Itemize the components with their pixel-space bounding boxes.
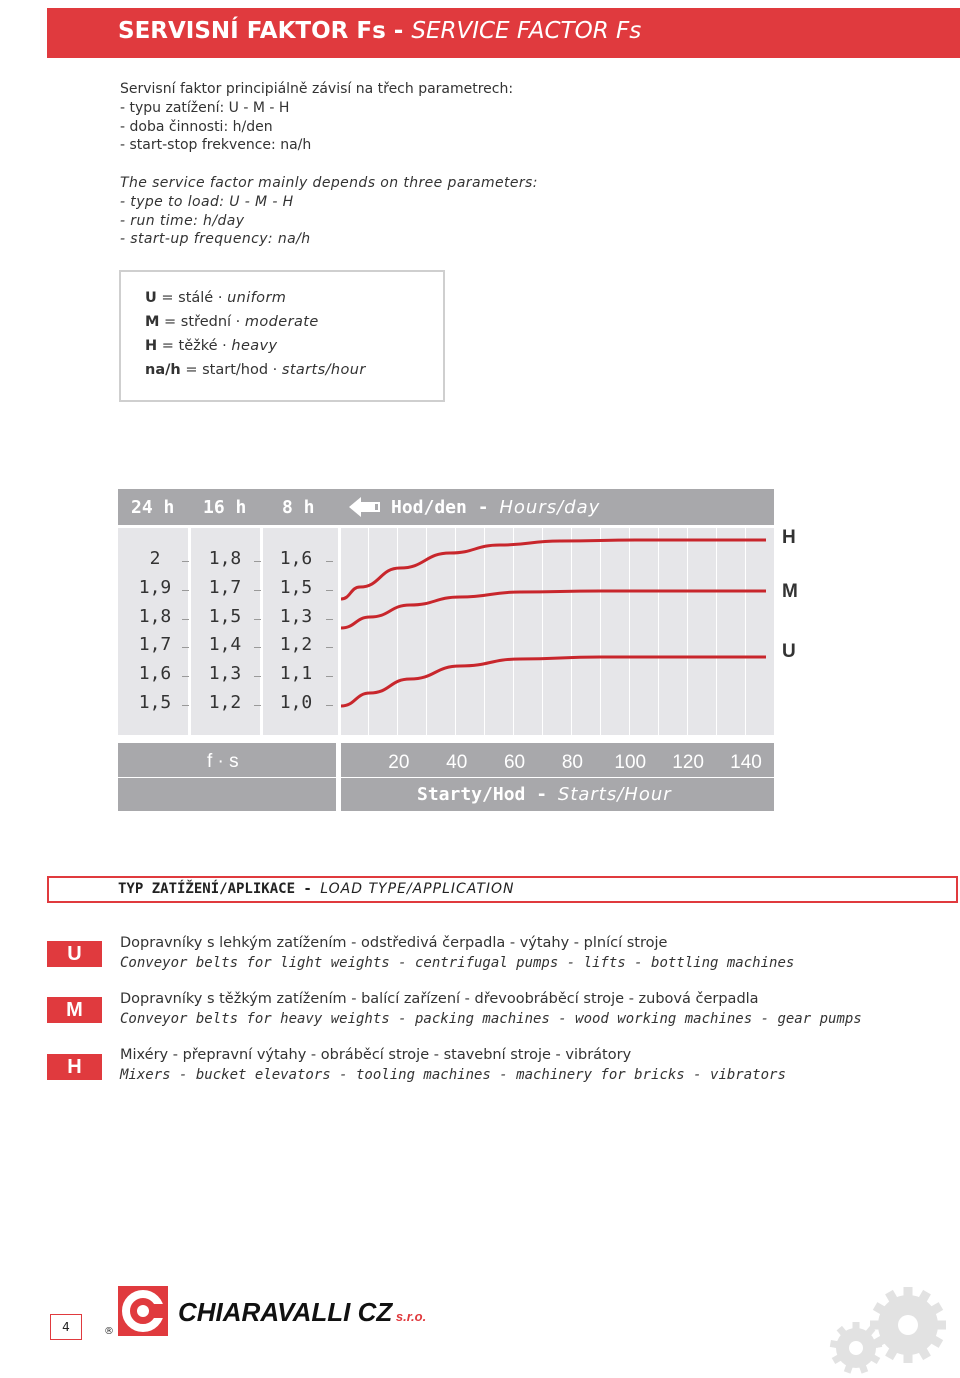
legend-row: M = střední · moderate — [145, 314, 319, 330]
factor-value: 2 — [149, 548, 161, 569]
x-tick-label: 80 — [561, 752, 583, 773]
legend-row: H = těžké · heavy — [145, 338, 278, 354]
factor-value: 1,7 — [138, 634, 172, 655]
x-tick-label: 100 — [614, 752, 647, 773]
bottom-left-bar — [118, 778, 336, 811]
curve-label-h: H — [782, 527, 796, 548]
x-tick-label: 120 — [672, 752, 704, 773]
legend-row: U = stálé · uniform — [145, 290, 287, 306]
factor-value: 1,0 — [279, 692, 313, 713]
factor-value: 1,2 — [279, 634, 313, 655]
application-m-cz: Dopravníky s těžkým zatížením - balící zařízení - dřevoobráběcí stroje - zubová čerpadla — [120, 991, 759, 1007]
x-axis-title: Starty/Hod - Starts/Hour — [417, 784, 672, 805]
factor-value: 1,6 — [138, 663, 172, 684]
badge-m: M — [47, 997, 102, 1023]
factor-value: 1,4 — [208, 634, 242, 655]
registered-mark: ® — [104, 1326, 114, 1337]
factor-value: 1,5 — [279, 577, 313, 598]
factor-value: 1,8 — [138, 606, 172, 627]
fs-label: f · s — [207, 751, 239, 772]
intro-english: The service factor mainly depends on three parameters: - type to load: U - M - H - run time: h/day - start-up frequency: na/h — [120, 175, 538, 248]
badge-h: H — [47, 1054, 102, 1080]
brand-logo-icon — [118, 1286, 168, 1336]
x-tick-label: 40 — [446, 752, 468, 773]
factor-value: 1,3 — [208, 663, 242, 684]
factor-value: 1,8 — [208, 548, 242, 569]
curve-label-m: M — [782, 581, 798, 602]
factor-value: 1,7 — [208, 577, 242, 598]
hours-axis-title: Hod/den - Hours/day — [391, 497, 601, 518]
hours-col-16: 16 h — [203, 497, 247, 518]
factor-value: 1,9 — [138, 577, 172, 598]
curve-label-u: U — [782, 641, 796, 662]
brand-name: CHIARAVALLI CZ s.r.o. — [178, 1297, 427, 1327]
page-title: SERVISNÍ FAKTOR Fs - SERVICE FACTOR Fs — [118, 18, 642, 44]
load-type-title: TYP ZATÍŽENÍ/APLIKACE - LOAD TYPE/APPLICATION — [118, 881, 515, 897]
application-u-en: Conveyor belts for light weights - centrifugal pumps - lifts - bottling machines — [120, 955, 795, 971]
badge-u: U — [47, 941, 102, 967]
hours-col-8: 8 h — [282, 497, 315, 518]
x-tick-label: 20 — [388, 752, 410, 773]
curve-m — [341, 591, 766, 628]
legend-row: na/h = start/hod · starts/hour — [145, 362, 366, 378]
factor-value: 1,5 — [208, 606, 242, 627]
factor-value: 1,5 — [138, 692, 172, 713]
application-h-cz: Mixéry - přepravní výtahy - obráběcí stroje - stavební stroje - vibrátory — [120, 1047, 632, 1063]
x-tick-label: 60 — [503, 752, 526, 773]
application-h-en: Mixers - bucket elevators - tooling machines - machinery for bricks - vibrators — [120, 1067, 786, 1083]
x-tick-label: 140 — [730, 752, 762, 773]
factor-value: 1,1 — [279, 663, 313, 684]
factor-value: 1,6 — [279, 548, 313, 569]
intro-czech: Servisní faktor principiálně závisí na třech parametrech: - typu zatížení: U - M - H - doba činnosti: h/den - start-stop frekvence: na/h — [120, 81, 514, 154]
hours-col-24: 24 h — [131, 497, 175, 518]
application-u-cz: Dopravníky s lehkým zatížením - odstředivá čerpadla - výtahy - plnící stroje — [120, 935, 668, 951]
application-m-en: Conveyor belts for heavy weights - packing machines - wood working machines - gear pumps — [120, 1011, 862, 1027]
factor-value: 1,2 — [208, 692, 242, 713]
factor-value: 1,3 — [279, 606, 313, 627]
gear-watermark-icon — [820, 1280, 955, 1375]
curve-u — [341, 657, 766, 706]
page-number: 4 — [50, 1314, 82, 1340]
